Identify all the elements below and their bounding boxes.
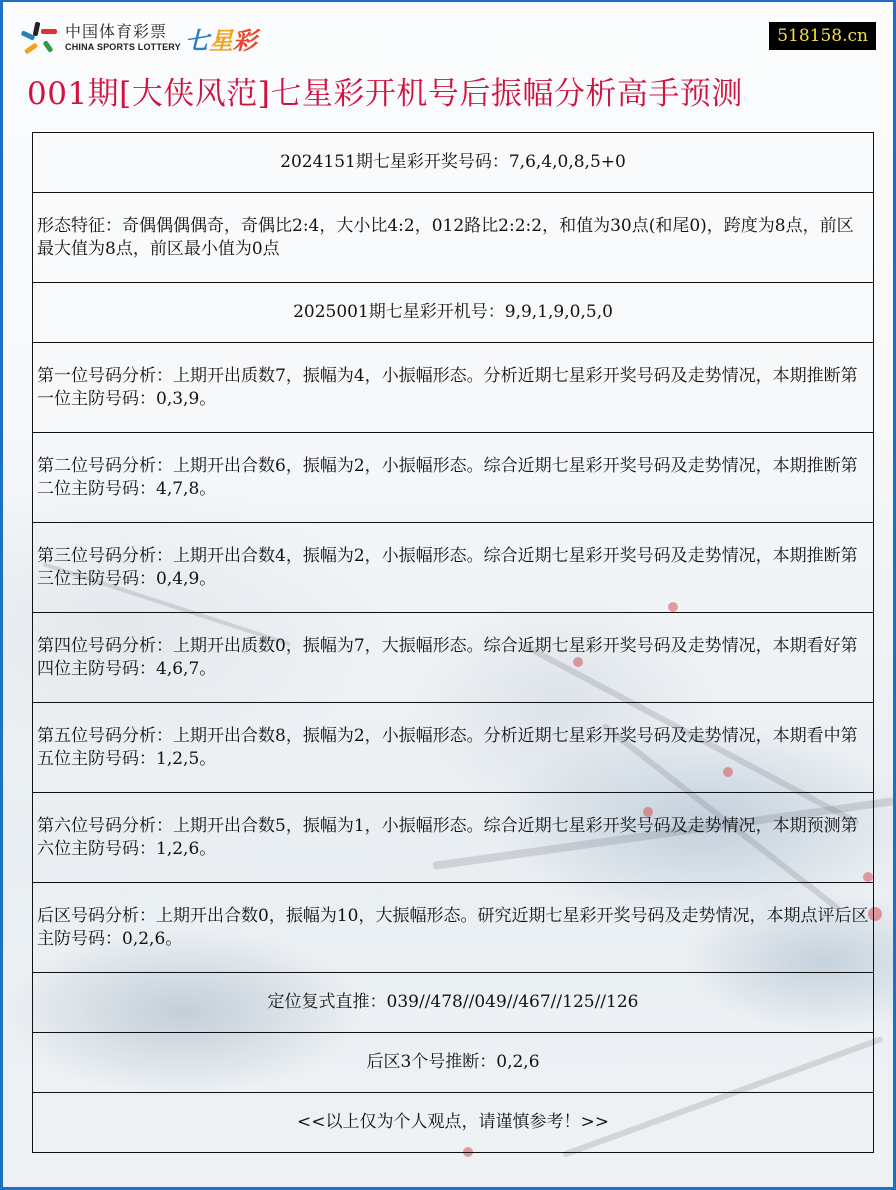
- position-3-analysis: 第三位号码分析：上期开出合数4，振幅为2，小振幅形态。综合近期七星彩开奖号码及走势情况，本期推断第三位主防号码：0,4,9。: [33, 523, 874, 613]
- table-row-machine-numbers: [33, 283, 874, 343]
- disclaimer: <<以上仅为个人观点，请谨慎参考！>>: [33, 1093, 874, 1153]
- table-row-back-zone: [33, 883, 874, 973]
- table-row-pattern: [33, 193, 874, 283]
- compound-picks: 定位复式直推：039//478//049//467//125//126: [33, 973, 874, 1033]
- analysis-table: [32, 132, 874, 1153]
- table-row-position-6: [33, 793, 874, 883]
- site-badge[interactable]: 518158.cn: [769, 22, 876, 50]
- page-title: 001期[大侠风范]七星彩开机号后振幅分析高手预测: [27, 76, 743, 112]
- position-1-analysis: 第一位号码分析：上期开出质数7，振幅为4，小振幅形态。分析近期七星彩开奖号码及走势情况，本期推断第一位主防号码：0,3,9。: [33, 343, 874, 433]
- position-5-analysis: 第五位号码分析：上期开出合数8，振幅为2，小振幅形态。分析近期七星彩开奖号码及走势情况，本期看中第五位主防号码：1,2,5。: [33, 703, 874, 793]
- table-row-position-5: [33, 703, 874, 793]
- logo-english-text: CHINA SPORTS LOTTERY: [65, 42, 181, 52]
- table-row-position-1: [33, 343, 874, 433]
- header: [3, 2, 893, 72]
- position-6-analysis: 第六位号码分析：上期开出合数5，振幅为1，小振幅形态。综合近期七星彩开奖号码及走势情况，本期预测第六位主防号码：1,2,6。: [33, 793, 874, 883]
- table-row-position-3: [33, 523, 874, 613]
- china-sports-lottery-logo[interactable]: [21, 20, 257, 56]
- last-draw-numbers: 2024151期七星彩开奖号码：7,6,4,0,8,5+0: [33, 133, 874, 193]
- logo-chinese-text: 中国体育彩票: [65, 22, 168, 41]
- back-zone-analysis: 后区号码分析：上期开出合数0，振幅为10，大振幅形态。研究近期七星彩开奖号码及走势情况，本期点评后区主防号码：0,2,6。: [33, 883, 874, 973]
- table-row-position-4: [33, 613, 874, 703]
- table-row-last-draw: [33, 133, 874, 193]
- pattern-features: 形态特征：奇偶偶偶偶奇，奇偶比2:4，大小比4:2，012路比2:2:2，和值为30点(和尾0)，跨度为8点，前区最大值为8点，前区最小值为0点: [33, 193, 874, 283]
- lottery-star-icon: [21, 20, 59, 56]
- table-row-back-zone-picks: [33, 1033, 874, 1093]
- table-row-position-2: [33, 433, 874, 523]
- back-zone-picks: 后区3个号推断：0,2,6: [33, 1033, 874, 1093]
- position-2-analysis: 第二位号码分析：上期开出合数6，振幅为2，小振幅形态。综合近期七星彩开奖号码及走势情况，本期推断第二位主防号码：4,7,8。: [33, 433, 874, 523]
- table-row-compound-picks: [33, 973, 874, 1033]
- qixingcai-brand: 七星彩: [184, 26, 257, 55]
- position-4-analysis: 第四位号码分析：上期开出质数0，振幅为7，大振幅形态。综合近期七星彩开奖号码及走势情况，本期看好第四位主防号码：4,6,7。: [33, 613, 874, 703]
- machine-numbers: 2025001期七星彩开机号：9,9,1,9,0,5,0: [33, 283, 874, 343]
- table-row-disclaimer: [33, 1093, 874, 1153]
